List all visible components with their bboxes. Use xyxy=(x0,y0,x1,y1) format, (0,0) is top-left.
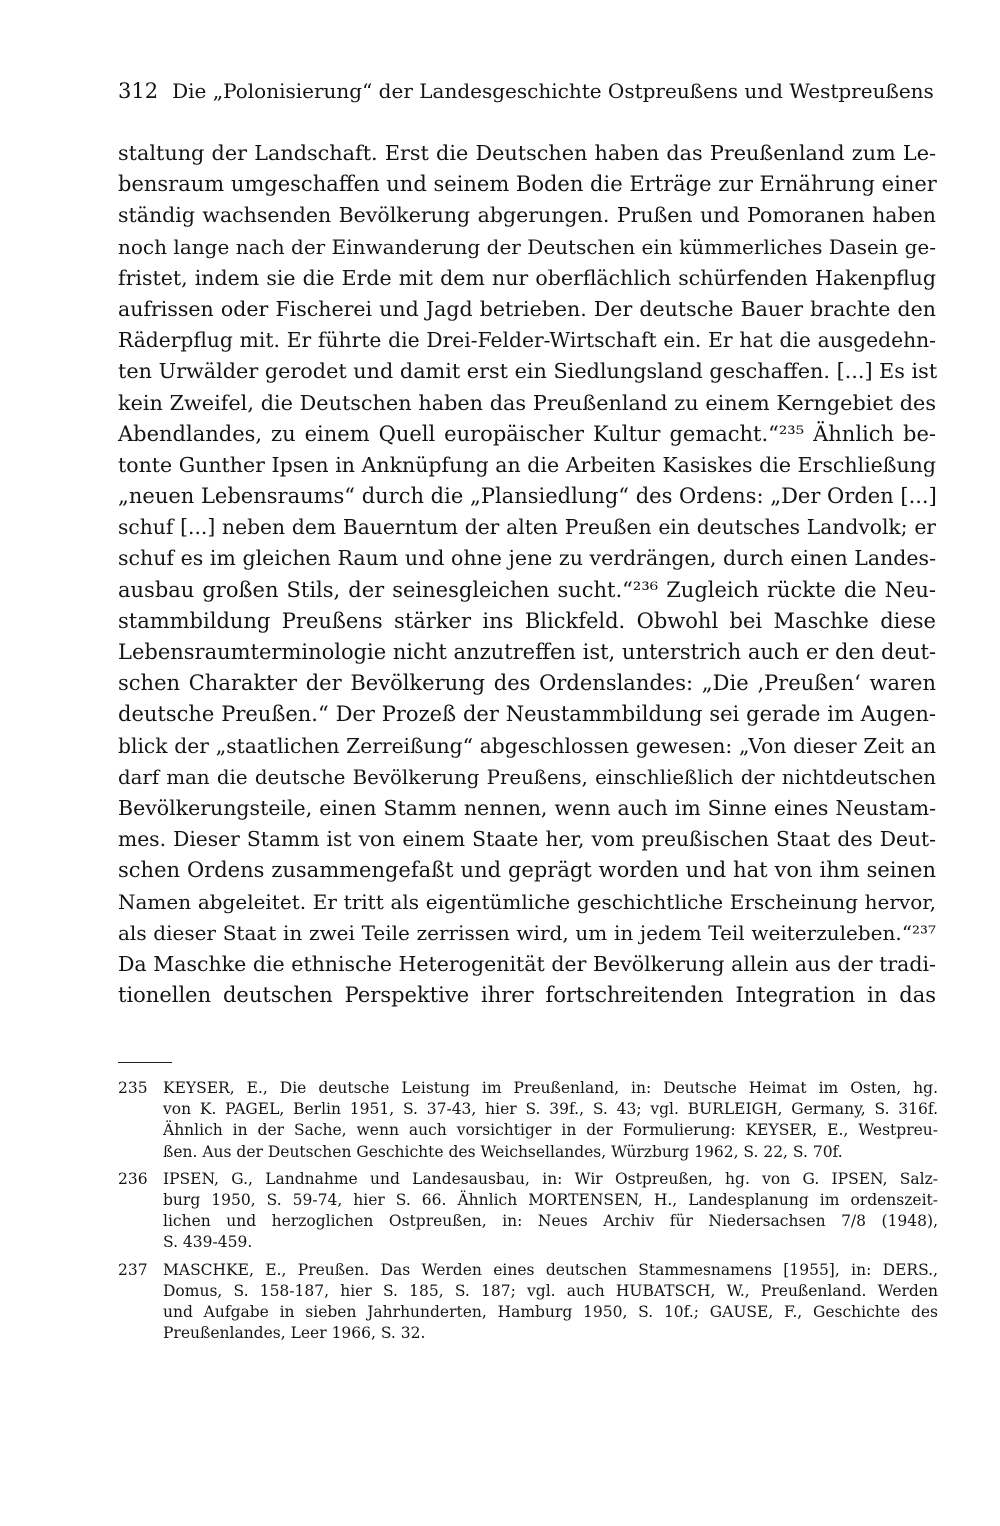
body-line: aufrissen oder Fischerei und Jagd betrieben. Der deutsche Bauer brachte den xyxy=(118,296,936,321)
footnote-line: burg 1950, S. 59-74, hier S. 66. Ähnlich MORTENSEN, H., Landesplanung im ordenszeit- xyxy=(163,1190,938,1209)
body-line: deutsche Preußen.“ Der Prozeß der Neustammbildung sei gerade im Augen- xyxy=(118,702,936,727)
body-line: Bevölkerungsteile, einen Stamm nennen, wenn auch im Sinne eines Neustam- xyxy=(118,795,936,820)
body-line: als dieser Staat in zwei Teile zerrissen wird, um in jedem Teil weiterzuleben.“²³⁷ xyxy=(118,920,936,945)
footnote-separator xyxy=(118,1062,172,1063)
body-line: kein Zweifel, die Deutschen haben das Preußenland zu einem Kerngebiet des xyxy=(118,390,936,415)
body-line: schen Ordens zusammengefaßt und geprägt worden und hat von ihm seinen xyxy=(118,858,936,883)
body-text xyxy=(118,138,936,1011)
body-line: „neuen Lebensraums“ durch die „Plansiedlung“ des Ordens: „Der Orden [...] xyxy=(118,484,937,509)
body-line: fristet, indem sie die Erde mit dem nur oberflächlich schürfenden Hakenpflug xyxy=(118,265,936,290)
body-line: Abendlandes, zu einem Quell europäischer Kultur gemacht.“²³⁵ Ähnlich be- xyxy=(118,421,936,446)
footnote-line: lichen und herzoglichen Ostpreußen, in: Neues Archiv für Niedersachsen 7/8 (1948), xyxy=(163,1212,938,1231)
footnote-line: KEYSER, E., Die deutsche Leistung im Preußenland, in: Deutsche Heimat im Osten, hg. xyxy=(163,1079,938,1097)
body-line: schuf [...] neben dem Bauerntum der alten Preußen ein deutsches Landvolk; er xyxy=(118,515,936,540)
body-line: schen Charakter der Bevölkerung des Ordenslandes: „Die ‚Preußen‘ waren xyxy=(118,671,936,696)
footnote-line: IPSEN, G., Landnahme und Landesausbau, in: Wir Ostpreußen, hg. von G. IPSEN, Salz- xyxy=(163,1169,938,1188)
footnote-line: Preußenlandes, Leer 1966, S. 32. xyxy=(163,1324,426,1343)
body-line: Da Maschke die ethnische Heterogenität der Bevölkerung allein aus der tradi- xyxy=(118,951,936,976)
footnote-line: von K. PAGEL, Berlin 1951, S. 37-43, hier S. 39f., S. 43; vgl. BURLEIGH, Germany, S. 316f. xyxy=(163,1100,938,1119)
body-line: Räderpflug mit. Er führte die Drei-Felder-Wirtschaft ein. Er hat die ausgedehn- xyxy=(118,328,936,353)
body-line: ständig wachsenden Bevölkerung abgerungen. Prußen und Pomoranen haben xyxy=(118,203,936,228)
body-line: darf man die deutsche Bevölkerung Preußens, einschließlich der nichtdeutschen xyxy=(118,765,936,789)
footnote-237 xyxy=(118,1260,938,1345)
footnote-line: und Aufgabe in sieben Jahrhunderten, Hamburg 1950, S. 10f.; GAUSE, F., Geschichte des xyxy=(163,1302,938,1321)
body-line: noch lange nach der Einwanderung der Deutschen ein kümmerliches Dasein ge- xyxy=(118,234,936,259)
body-line: Namen abgeleitet. Er tritt als eigentümliche geschichtliche Erscheinung hervor, xyxy=(118,889,936,914)
footnote-line: S. 439-459. xyxy=(163,1233,253,1252)
body-line: ten Urwälder gerodet und damit erst ein Siedlungsland geschaffen. [...] Es ist xyxy=(118,359,938,384)
footnote-line: Ähnlich in der Sache, wenn auch vorsichtiger in der Formulierung: KEYSER, E., Westpreu- xyxy=(163,1121,938,1140)
running-head xyxy=(118,78,938,104)
footnote-236 xyxy=(118,1169,938,1254)
body-line: staltung der Landschaft. Erst die Deutschen haben das Preußenland zum Le- xyxy=(118,141,936,165)
page-number: 312 xyxy=(118,79,159,103)
body-line: tonte Gunther Ipsen in Anknüpfung an die Arbeiten Kasiskes die Erschließung xyxy=(118,452,936,477)
footnote-line: ßen. Aus der Deutschen Geschichte des Weichsellandes, Würzburg 1962, S. 22, S. 70f. xyxy=(163,1142,843,1161)
footnote-line: Domus, S. 158-187, hier S. 185, S. 187; vgl. auch HUBATSCH, W., Preußenland. Werden xyxy=(163,1281,938,1300)
footnote-line: MASCHKE, E., Preußen. Das Werden eines deutschen Stammesnamens [1955], in: DERS., xyxy=(163,1260,938,1279)
body-line: mes. Dieser Stamm ist von einem Staate her, vom preußischen Staat des Deut- xyxy=(118,827,936,852)
footnotes xyxy=(118,1078,938,1350)
footnote-number: 235 xyxy=(118,1079,148,1097)
body-line: Lebensraumterminologie nicht anzutreffen ist, unterstrich auch er den deut- xyxy=(118,640,936,664)
body-line: bensraum umgeschaffen und seinem Boden die Erträge zur Ernährung einer xyxy=(118,172,937,197)
body-line: schuf es im gleichen Raum und ohne jene zu verdrängen, durch einen Landes- xyxy=(118,546,936,571)
body-line: blick der „staatlichen Zerreißung“ abgeschlossen gewesen: „Von dieser Zeit an xyxy=(118,733,936,758)
footnote-235 xyxy=(118,1078,938,1163)
footnote-number: 237 xyxy=(118,1260,148,1279)
body-line: stammbildung Preußens stärker ins Blickfeld. Obwohl bei Maschke diese xyxy=(118,608,936,633)
body-line: tionellen deutschen Perspektive ihrer fortschreitenden Integration in das xyxy=(118,983,936,1008)
body-line: ausbau großen Stils, der seinesgleichen sucht.“²³⁶ Zugleich rückte die Neu- xyxy=(118,577,936,602)
footnote-number: 236 xyxy=(118,1169,148,1188)
running-head-title: Die „Polonisierung“ der Landesgeschichte Ostpreußens und Westpreußens xyxy=(172,79,934,103)
